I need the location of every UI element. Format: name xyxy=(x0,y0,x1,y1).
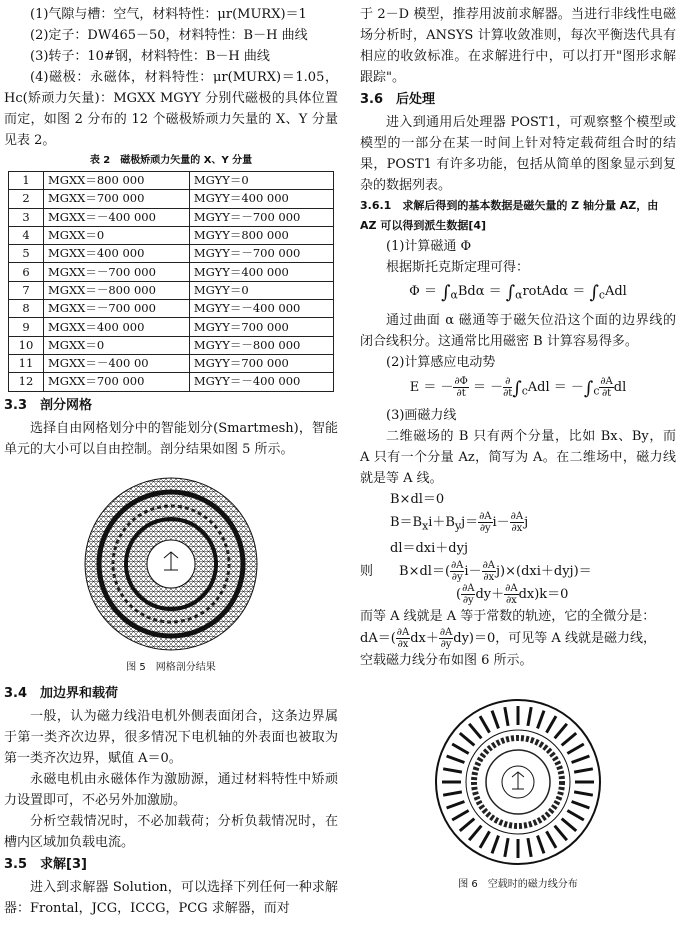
table-row xyxy=(9,190,334,208)
mesh-image xyxy=(76,474,266,654)
mgyy-value: MGYY＝－800 000 xyxy=(189,336,333,354)
equation-dl: dl＝dxi＋dyj xyxy=(390,540,468,556)
table-caption: 表 2 磁极矫顽力矢量的 X、Y 分量 xyxy=(89,155,253,166)
mgxx-value: MGXX＝－700 000 xyxy=(44,263,190,281)
mgyy-value: MGYY＝0 xyxy=(189,281,333,299)
flux-lines-image xyxy=(430,697,606,867)
item-flux-lines-heading: (3)画磁力线 xyxy=(386,408,457,424)
equation-b-components: $B=B_xi+B_yj=$ $\frac{\partial A}{\partial y}$ i－ $\frac{\partial A}{\partial x}$ j xyxy=(390,511,529,535)
equation-b-cross-dl: B×dl＝0 xyxy=(390,492,445,508)
mgyy-value: MGYY＝－700 000 xyxy=(189,208,333,226)
emf-equation: E ＝ － $\frac{\partial\Phi}{\partial t}$ ＝ － $\frac{\partial}{\partial t}$ $\int_cAdl = -\int_c$ $\frac{\partial A}{\partial t}$ dl xyxy=(409,375,627,399)
figure-5-mesh xyxy=(4,474,338,654)
mgxx-value: MGXX＝400 000 xyxy=(44,318,190,336)
mgyy-value: MGYY＝800 000 xyxy=(189,226,333,244)
iso-line-text: 而等 A 线就是 A 等于常数的轨迹，它的全微分是： xyxy=(360,608,656,624)
mgyy-value: MGYY＝－400 000 xyxy=(189,373,333,391)
section-3-6-1-heading: 3.6.1 求解后得到的基本数据是磁矢量的 Z 轴分量 AZ，由 AZ 可以得到派生数据[4] xyxy=(360,199,659,232)
mgyy-value: MGYY＝0 xyxy=(189,172,333,190)
table-row xyxy=(9,263,334,281)
section-3-3-text: 选择自由网格划分中的智能划分(Smartmesh)，智能单元的大小可以自由控制。剖分结果如图 5 所示。 xyxy=(4,420,338,457)
figure-5-caption: 图 5 网格剖分结果 xyxy=(126,661,216,673)
table-row xyxy=(9,336,334,354)
flux-lines-text: 二维磁场的 B 只有两个分量，比如 Bx、By，而 A 只有一个分量 Az，简写为 A。在二维场中，磁力线就是等 A 线。 xyxy=(360,429,676,487)
coercivity-table xyxy=(8,171,334,392)
section-3-4-text-3: 分析空载情况时，不必加载荷；分析负载情况时，在槽内区域加负载电流。 xyxy=(4,813,338,850)
figure-6-reference: 空载磁力线分布如图 6 所示。 xyxy=(360,652,533,668)
mgxx-value: MGXX＝－400 000 xyxy=(44,208,190,226)
table-row xyxy=(9,300,334,318)
material-air: (1)气隙与槽：空气，材料特性：μr(MURX)＝1 xyxy=(30,7,307,22)
table-row xyxy=(9,226,334,244)
section-3-5-heading: 3.5 求解[3] xyxy=(4,856,87,872)
equation-cross-product: 则 B×dl＝( $\frac{\partial A}{\partial y}$ i－ $\frac{\partial A}{\partial x}$ j)×(dxi＋dyj)＝ xyxy=(360,559,592,583)
section-3-3-heading: 3.3 剖分网格 xyxy=(4,397,93,413)
mgyy-value: MGYY＝700 000 xyxy=(189,318,333,336)
stokes-text: 根据斯托克斯定理可得： xyxy=(386,260,530,275)
mgxx-value: MGXX＝800 000 xyxy=(44,172,190,190)
iso-line-conclusion: ＝0，可见等 A 线就是磁力线， xyxy=(474,630,656,646)
mgxx-value: MGXX＝0 xyxy=(44,336,190,354)
table-row xyxy=(9,318,334,336)
pole-number: 4 xyxy=(9,226,44,244)
material-magnet: (4)磁极：永磁体，材料特性：μr(MURX)＝1.05，Hc(矫顽力矢量)：MGXX MGYY 分别代磁极的具体位置而定，如图 2 分布的 12 个磁极矫顽力矢量的 X、Y 分量见表 2。 xyxy=(4,70,338,148)
right-column xyxy=(360,4,676,893)
pole-number: 3 xyxy=(9,208,44,226)
section-3-5-text: 进入到求解器 Solution，可以选择下列任何一种求解器：Frontal，JCG，ICCG，PCG 求解器，而对 xyxy=(4,879,338,916)
pole-number: 2 xyxy=(9,190,44,208)
then-label: 则 xyxy=(360,563,374,579)
pole-number: 11 xyxy=(9,354,44,372)
total-differential-line: dA＝( $\frac{\partial A}{\partial x}$ dx＋ $\frac{\partial A}{\partial y}$ dy)＝0，可见等 A 线就是磁力线， xyxy=(360,626,656,650)
item-flux-heading: (1)计算磁通 Φ xyxy=(386,239,472,254)
solver-continued-text: 于 2－D 模型，推荐用波前求解器。当进行非线性电磁场分析时，ANSYS 计算收敛准则，每次平衡迭代具有相应的收敛标准。在求解进行中，可以打开"图形求解跟踪"。 xyxy=(360,7,676,85)
figure-6-caption: 图 6 空载时的磁力线分布 xyxy=(458,878,578,890)
section-3-4-text-1: 一般，认为磁力线沿电机外侧表面闭合，这条边界属于第一类齐次边界，很多情况下电机轴的外表面也被取为第一类齐次边界，赋值 A＝0。 xyxy=(4,708,338,766)
section-3-6-heading: 3.6 后处理 xyxy=(360,92,436,107)
mgxx-value: MGXX＝－400 00 xyxy=(44,354,190,372)
mgyy-value: MGYY＝－700 000 xyxy=(189,245,333,263)
mgyy-value: MGYY＝700 000 xyxy=(189,354,333,372)
pole-number: 6 xyxy=(9,263,44,281)
pole-number: 10 xyxy=(9,336,44,354)
pole-number: 9 xyxy=(9,318,44,336)
material-rotor: (3)转子：10#钢，材料特性：B－H 曲线 xyxy=(30,49,270,64)
mgxx-value: MGXX＝－700 000 xyxy=(44,300,190,318)
table-row xyxy=(9,172,334,190)
mgxx-value: MGXX＝－800 000 xyxy=(44,281,190,299)
mgyy-value: MGYY＝400 000 xyxy=(189,190,333,208)
mgyy-value: MGYY＝400 000 xyxy=(189,263,333,281)
flux-equation: $\Phi = \int_\alpha Bd\alpha$ ＝ $\int_\alpha rotAd\alpha = \int_cAdl$ xyxy=(409,282,627,303)
mgxx-value: MGXX＝700 000 xyxy=(44,373,190,391)
material-stator: (2)定子：DW465－50，材料特性：B－H 曲线 xyxy=(30,28,308,43)
pole-number: 7 xyxy=(9,281,44,299)
pole-number: 8 xyxy=(9,300,44,318)
mgxx-value: MGXX＝400 000 xyxy=(44,245,190,263)
section-3-4-heading: 3.4 加边界和载荷 xyxy=(4,685,119,701)
left-column xyxy=(4,4,338,919)
pole-number: 5 xyxy=(9,245,44,263)
mgxx-value: MGXX＝0 xyxy=(44,226,190,244)
item-emf-heading: (2)计算感应电动势 xyxy=(386,354,496,370)
flux-explanation: 通过曲面 α 磁通等于磁矢位沿这个面的边界线的闭合线积分。这通常比用磁密 B 计算容易得多。 xyxy=(360,312,676,349)
equation-cross-result: ( $\frac{\partial A}{\partial y}$ dy＋ $\frac{\partial A}{\partial x}$ dx)k＝0 xyxy=(456,582,569,606)
section-3-4-text-2: 永磁电机由永磁体作为激励源，通过材料特性中矫顽力设置即可，不必另外加激励。 xyxy=(4,771,338,808)
mgyy-value: MGYY＝－400 000 xyxy=(189,300,333,318)
mgxx-value: MGXX＝700 000 xyxy=(44,190,190,208)
figure-6-flux-lines xyxy=(360,697,676,867)
pole-number: 12 xyxy=(9,373,44,391)
table-row xyxy=(9,373,334,391)
table-row xyxy=(9,354,334,372)
table-row xyxy=(9,281,334,299)
pole-number: 1 xyxy=(9,172,44,190)
section-3-6-text: 进入到通用后处理器 POST1，可观察整个模型或模型的一部分在某一时间上针对特定载荷组合时的结果，POST1 有许多功能，包括从简单的图象显示到复杂的数据列表。 xyxy=(360,115,676,193)
table-row xyxy=(9,208,334,226)
table-row xyxy=(9,245,334,263)
